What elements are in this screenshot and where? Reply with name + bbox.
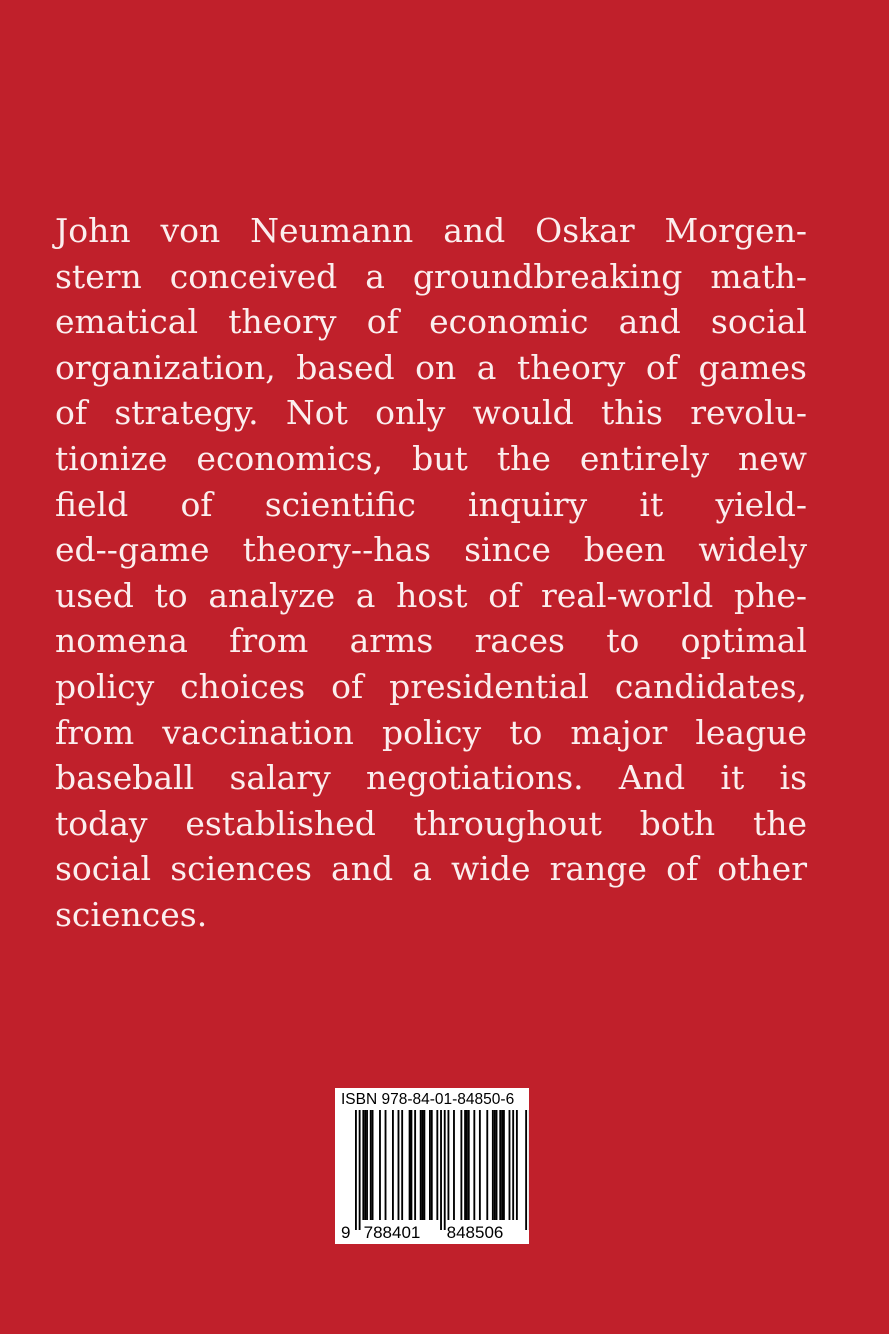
description-line: social sciences and a wide range of other <box>55 849 807 889</box>
description-line: from vaccination policy to major league <box>55 712 807 752</box>
isbn-barcode-box <box>335 1088 529 1244</box>
description-line: baseball salary negotiations. And it is <box>55 758 807 798</box>
description-line: stern conceived a groundbreaking math- <box>55 256 807 296</box>
description-line: John von Neumann and Oskar Morgen- <box>55 211 807 250</box>
description-line: used to analyze a host of real-world phe- <box>55 575 807 615</box>
barcode-left-digits: 788401 <box>363 1223 421 1242</box>
description-line: sciences. <box>55 894 208 934</box>
description-line: field of scientific inquiry it yield- <box>55 484 807 524</box>
isbn-label: ISBN 978-84-01-84850-6 <box>341 1091 515 1108</box>
barcode-digits <box>335 1088 529 1244</box>
description-line: ed--game theory--has since been widely <box>55 530 807 570</box>
description-line: tionize economics, but the entirely new <box>55 438 807 478</box>
description-line: policy choices of presidential candidates, <box>55 666 807 706</box>
description-line: today established throughout both the <box>55 803 807 843</box>
book-description <box>55 208 807 938</box>
barcode-first-digit: 9 <box>341 1223 351 1242</box>
description-line: nomena from arms races to optimal <box>55 621 807 661</box>
barcode-right-digits: 848506 <box>446 1223 504 1242</box>
description-line: of strategy. Not only would this revolu- <box>55 393 807 433</box>
description-line: ematical theory of economic and social <box>55 302 807 342</box>
description-line: organization, based on a theory of games <box>55 347 807 387</box>
